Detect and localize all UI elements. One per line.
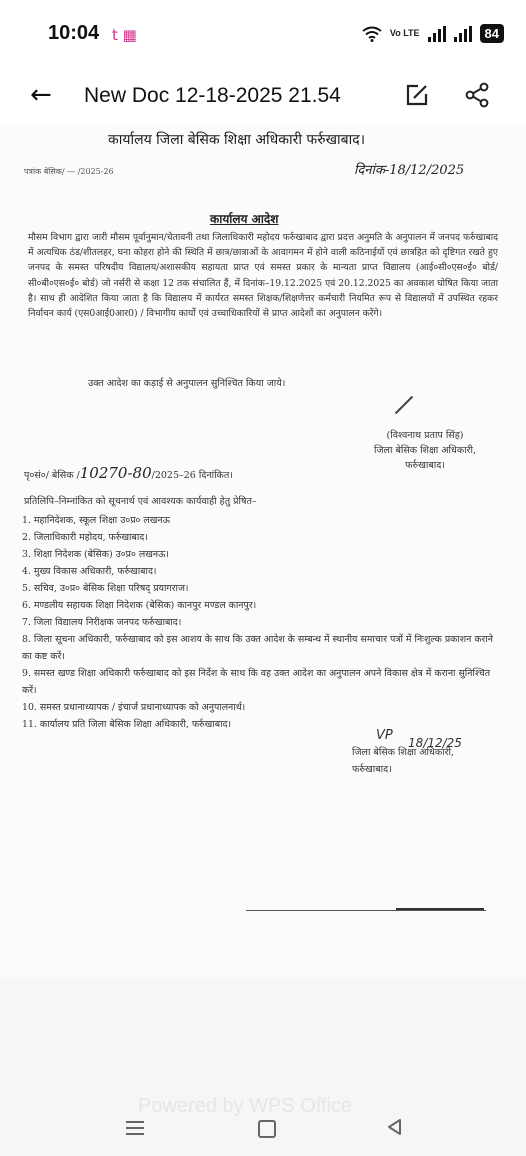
dispatch-number <box>24 464 233 482</box>
signature-stroke <box>395 396 413 414</box>
officer-signature-block <box>345 428 505 473</box>
share-icon[interactable] <box>464 82 490 108</box>
list-item: 8. जिला सूचना अधिकारी, फर्रुखाबाद को इस आशय के साथ कि उक्त आदेश के सम्बन्ध में स्थानीय समाचार पत्रों में निःशुल्क प्रकाशन कराने का कष्ट करें। <box>22 634 494 662</box>
wifi-icon <box>362 26 382 42</box>
copy-to-heading: प्रतिलिपि–निम्नांकित को सूचनार्थ एवं आवश्यक कार्यवाही हेतु प्रेषित– <box>24 496 257 507</box>
document-title: New Doc 12-18-2025 21.54 <box>84 84 341 107</box>
officer-name: (विश्वनाथ प्रताप सिंह) <box>386 430 464 441</box>
officer-location: फर्रुखाबाद। <box>405 460 445 471</box>
divider <box>396 908 484 910</box>
back-arrow-icon[interactable]: ← <box>30 80 52 110</box>
list-item: 9. समस्त खण्ड शिक्षा अधिकारी फर्रुखाबाद को इस निर्देश के साथ कि वह उक्त आदेश का अनुपालन अपने विकास क्षेत्र में कराना सुनिश्चित करें। <box>22 668 491 696</box>
dispatch-handwritten: 10270-80 <box>79 464 152 482</box>
list-item: 4. मुख्य विकास अधिकारी, फर्रुखाबाद। <box>22 566 157 577</box>
officer-designation: जिला बेसिक शिक्षा अधिकारी, <box>374 445 476 456</box>
lower-area <box>0 979 526 1156</box>
recent-apps-icon[interactable] <box>126 1117 144 1137</box>
status-right <box>362 24 504 43</box>
closing-location: फर्रुखाबाद। <box>352 764 392 775</box>
order-paragraph: मौसम विभाग द्वारा जारी मौसम पूर्वानुमान/चेतावनी तथा जिलाधिकारी महोदय फर्रुखाबाद द्वारा प्रदत्त अनुमति के अनुपालन में जनपद फर्रुखाबाद में अत्यधिक ठंड/शीतलहर, घना कोहरा होने की स्थिति में छात्र/छात्राओं के आवागमन में होने वाली कठिनाईयों एवं छात्रहित को दृष्टिगत रखते हुए जनपद के समस्त परिषदीय विद्यालय/अशासकीय सहायता प्राप्त एवं समस्त प्रकार के मान्यता प्राप्त विद्यालय (आई०सी०एस०ई० बोर्ड/सी०बी०एस०ई० बोर्ड) जो नर्सरी से कक्षा 12 तक संचालित हैं, में दिनांक–19.12.2025 एवं 20.12.2025 का अवकाश घोषित किया जाता है। साथ ही आदेशित किया जाता है कि विद्यालय में कार्यरत समस्त शिक्षक/शिक्षणेत्तर कर्मचारी नियमित रूप से विद्यालयों में उपस्थित रहकर निर्वाचन कार्य (एस0आई0आर0) / विभागीय कार्यो एवं उच्चाधिकारियों से प्राप्त आदेशों का अनुपालन करेंगे। <box>28 232 498 320</box>
office-header: कार्यालय जिला बेसिक शिक्षा अधिकारी फर्रुखाबाद। <box>108 132 366 148</box>
dispatch-prefix: पृ०सं०/ बेसिक / <box>24 470 80 481</box>
signal-icon <box>428 26 446 42</box>
status-time: 10:04 <box>48 22 100 44</box>
dispatch-suffix: /2025–26 दिनांकित। <box>151 470 233 481</box>
reference-number: पत्रांक बेसिक/ — /2025-26 <box>24 167 114 176</box>
battery-level: 84 <box>480 24 504 43</box>
status-bar <box>0 0 526 70</box>
list-item: 10. समस्त प्रधानाध्यापक / इंचार्ज प्रधानाध्यापक को अनुपालनार्थ। <box>22 702 246 713</box>
document-date: दिनांक-18/12/2025 <box>354 163 465 178</box>
signature-date: 18/12/25 <box>408 736 462 750</box>
system-nav-bar <box>0 1115 526 1145</box>
home-icon[interactable] <box>258 1120 276 1138</box>
volte-indicator: Vo LTE <box>389 28 420 38</box>
list-item: 11. कार्यालय प्रति जिला बेसिक शिक्षा अधिकारी, फर्रुखाबाद। <box>22 719 232 730</box>
edit-icon[interactable] <box>404 82 430 108</box>
list-item: 1. महानिदेशक, स्कूल शिक्षा उ०प्र० लखनऊ <box>22 515 170 526</box>
divider <box>246 910 486 911</box>
notification-icons: t ▦ <box>112 26 137 44</box>
list-item: 5. सचिव, उ०प्र० बेसिक शिक्षा परिषद् प्रयागराज। <box>22 583 189 594</box>
closing-designation: जिला बेसिक शिक्षा अधिकारी, <box>352 747 454 758</box>
initials-signature: VP <box>376 728 393 743</box>
compliance-line: उक्त आदेश का कड़ाई से अनुपालन सुनिश्चित किया जाये। <box>88 378 286 389</box>
app-bar <box>0 72 526 122</box>
signal-icon <box>454 26 472 42</box>
list-item: 7. जिला विद्यालय निरीक्षक जनपद फर्रुखाबाद। <box>22 617 182 628</box>
back-icon[interactable] <box>386 1118 402 1136</box>
closing-signature-block <box>352 744 492 778</box>
list-item: 3. शिक्षा निदेशक (बेसिक) उ०प्र० लखनऊ। <box>22 549 169 560</box>
document-page[interactable] <box>0 124 526 979</box>
recipient-list <box>22 512 502 733</box>
wps-watermark: Powered by WPS Office <box>138 1095 353 1117</box>
list-item: 6. मण्डलीय सहायक शिक्षा निदेशक (बेसिक) कानपुर मण्डल कानपुर। <box>22 600 257 611</box>
list-item: 2. जिलाधिकारी महोदय, फर्रुखाबाद। <box>22 532 148 543</box>
order-title: कार्यालय आदेश <box>210 212 279 226</box>
